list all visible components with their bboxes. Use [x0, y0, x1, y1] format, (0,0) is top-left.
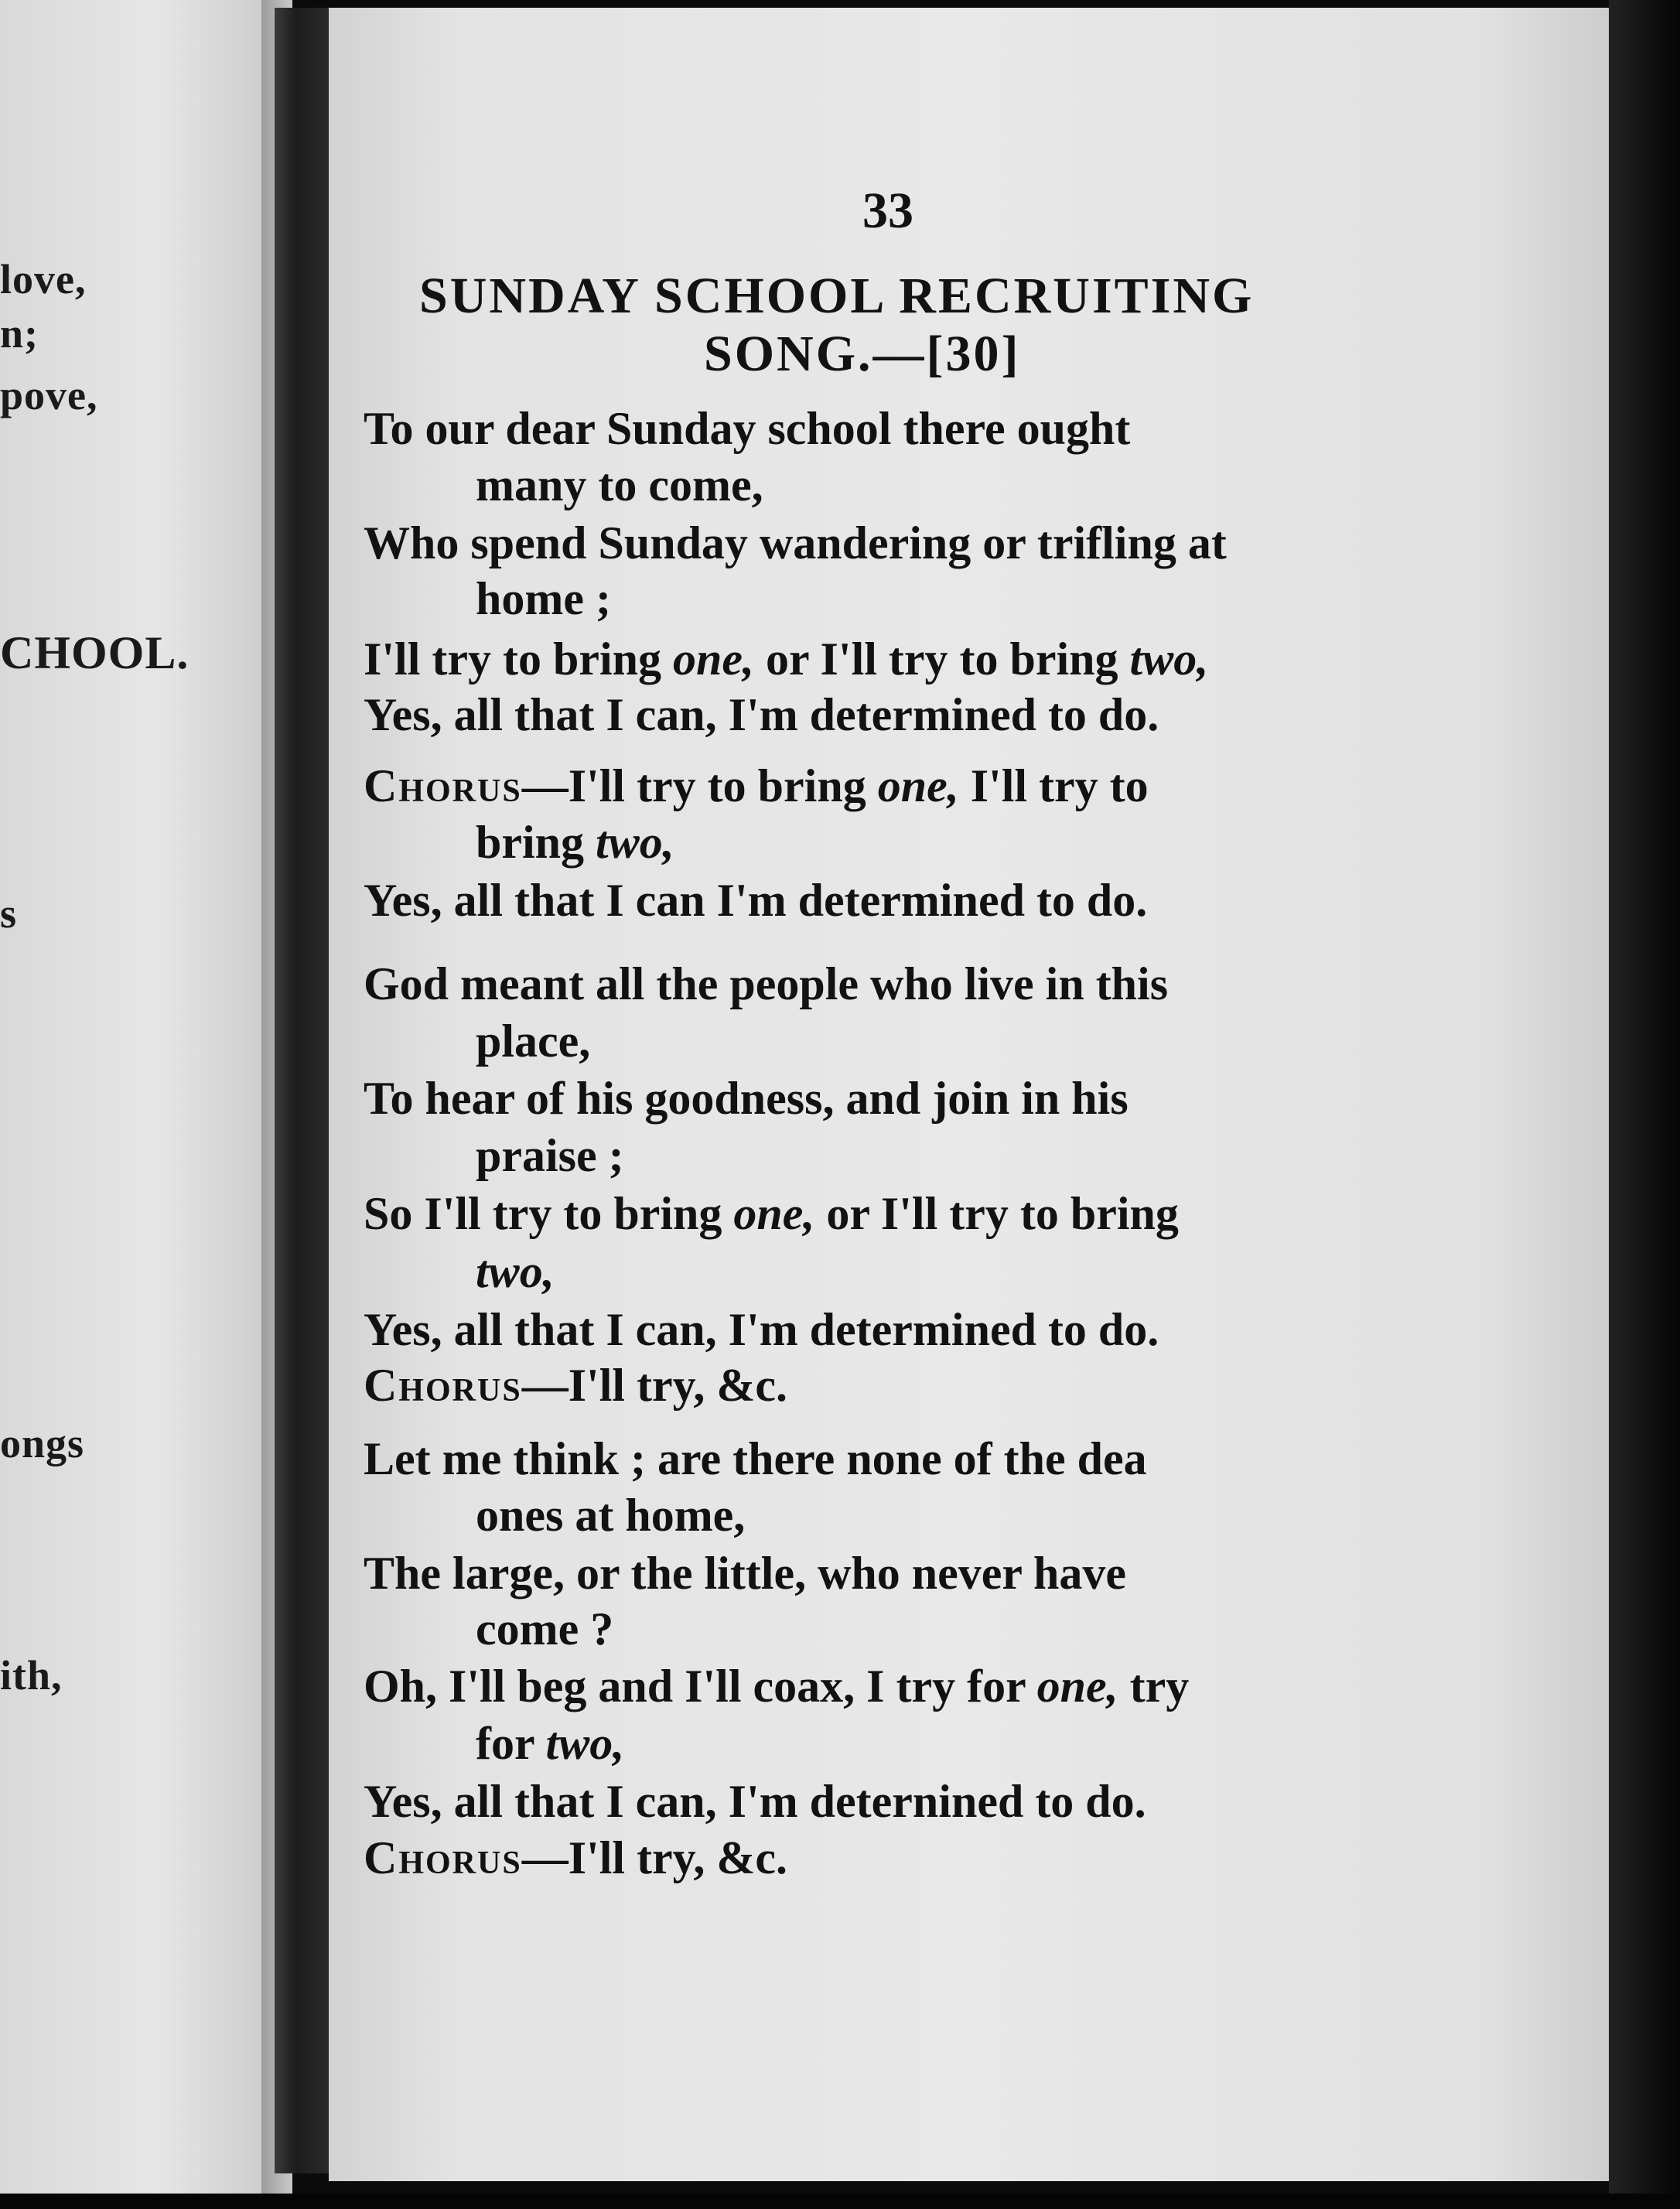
- left-fragment: CHOOL.: [0, 627, 190, 678]
- verse-line: To our dear Sunday school there ought: [364, 403, 1131, 454]
- verse-text: So I'll try to bring: [364, 1188, 734, 1239]
- verse-text: —I'll try, &c.: [521, 1832, 787, 1883]
- verse-text: —I'll try to bring: [521, 760, 878, 811]
- verse-line: [364, 633, 1208, 686]
- verse-line: [476, 1717, 624, 1770]
- right-scan-edge: [1609, 0, 1680, 2209]
- emphasis-text: one,: [733, 1188, 815, 1239]
- verse-text: try: [1118, 1661, 1190, 1712]
- chorus-label: Chorus: [364, 1360, 522, 1411]
- chorus-line: Yes, all that I can I'm determined to do.: [364, 875, 1148, 926]
- left-fragment: love,: [0, 256, 87, 302]
- emphasis-text: two,: [596, 817, 674, 868]
- verse-line: The large, or the little, who never have: [364, 1548, 1126, 1599]
- left-fragment: s: [0, 890, 18, 937]
- verse-line: home ;: [476, 573, 611, 624]
- left-facing-page: [0, 0, 261, 2194]
- chorus-line: [364, 1359, 787, 1412]
- chorus-line: [364, 760, 1149, 813]
- emphasis-text: one,: [673, 633, 754, 685]
- verse-text: —I'll try, &c.: [521, 1360, 787, 1411]
- left-fragment: n;: [0, 310, 39, 357]
- verse-line: [364, 1187, 1179, 1241]
- verse-line: Yes, all that I can, I'm determined to do.: [364, 689, 1159, 740]
- left-fragment: ongs: [0, 1420, 85, 1466]
- emphasis-text: two,: [545, 1718, 625, 1769]
- verse-line: [476, 1245, 555, 1299]
- verse-line: [364, 1660, 1189, 1713]
- verse-line: God meant all the people who live in this: [364, 958, 1169, 1009]
- verse-line: many to come,: [476, 459, 763, 510]
- chorus-line: [364, 1832, 787, 1885]
- binding-shadow: [275, 8, 329, 2173]
- verse-text: bring: [476, 817, 596, 868]
- verse-text: or I'll try to bring: [754, 633, 1130, 685]
- chorus-label: Chorus: [364, 1832, 522, 1883]
- verse-text: I'll try to bring: [364, 633, 673, 685]
- verse-line: Yes, all that I can, I'm deternined to do.: [364, 1776, 1146, 1827]
- verse-text: I'll try to: [958, 760, 1149, 811]
- bottom-scan-edge: [0, 2194, 1680, 2209]
- verse-line: praise ;: [476, 1130, 624, 1181]
- verse-line: Yes, all that I can, I'm determined to do.: [364, 1304, 1159, 1355]
- verse-text: Oh, I'll beg and I'll coax, I try for: [364, 1661, 1037, 1712]
- chorus-line: [476, 816, 674, 869]
- verse-text: for: [476, 1718, 546, 1769]
- verse-line: To hear of his goodness, and join in his: [364, 1073, 1129, 1124]
- emphasis-text: two,: [1129, 633, 1209, 685]
- emphasis-text: two,: [476, 1246, 555, 1297]
- chorus-label: Chorus: [364, 760, 522, 811]
- emphasis-text: one,: [877, 760, 959, 811]
- verse-line: Let me think ; are there none of the dea: [364, 1433, 1147, 1484]
- left-fragment: pove,: [0, 372, 98, 418]
- verse-line: ones at home,: [476, 1490, 746, 1541]
- verse-line: Who spend Sunday wandering or trifling at: [364, 517, 1227, 568]
- main-page: [329, 8, 1609, 2181]
- page-number: 33: [862, 183, 913, 239]
- verse-line: come ?: [476, 1603, 614, 1654]
- verse-text: or I'll try to bring: [814, 1188, 1179, 1239]
- verse-line: place,: [476, 1016, 591, 1067]
- song-title-line2: SONG.—[30]: [704, 326, 1021, 382]
- song-title-line1: SUNDAY SCHOOL RECRUITING: [419, 268, 1255, 324]
- emphasis-text: one,: [1036, 1661, 1118, 1712]
- left-fragment: ith,: [0, 1652, 63, 1699]
